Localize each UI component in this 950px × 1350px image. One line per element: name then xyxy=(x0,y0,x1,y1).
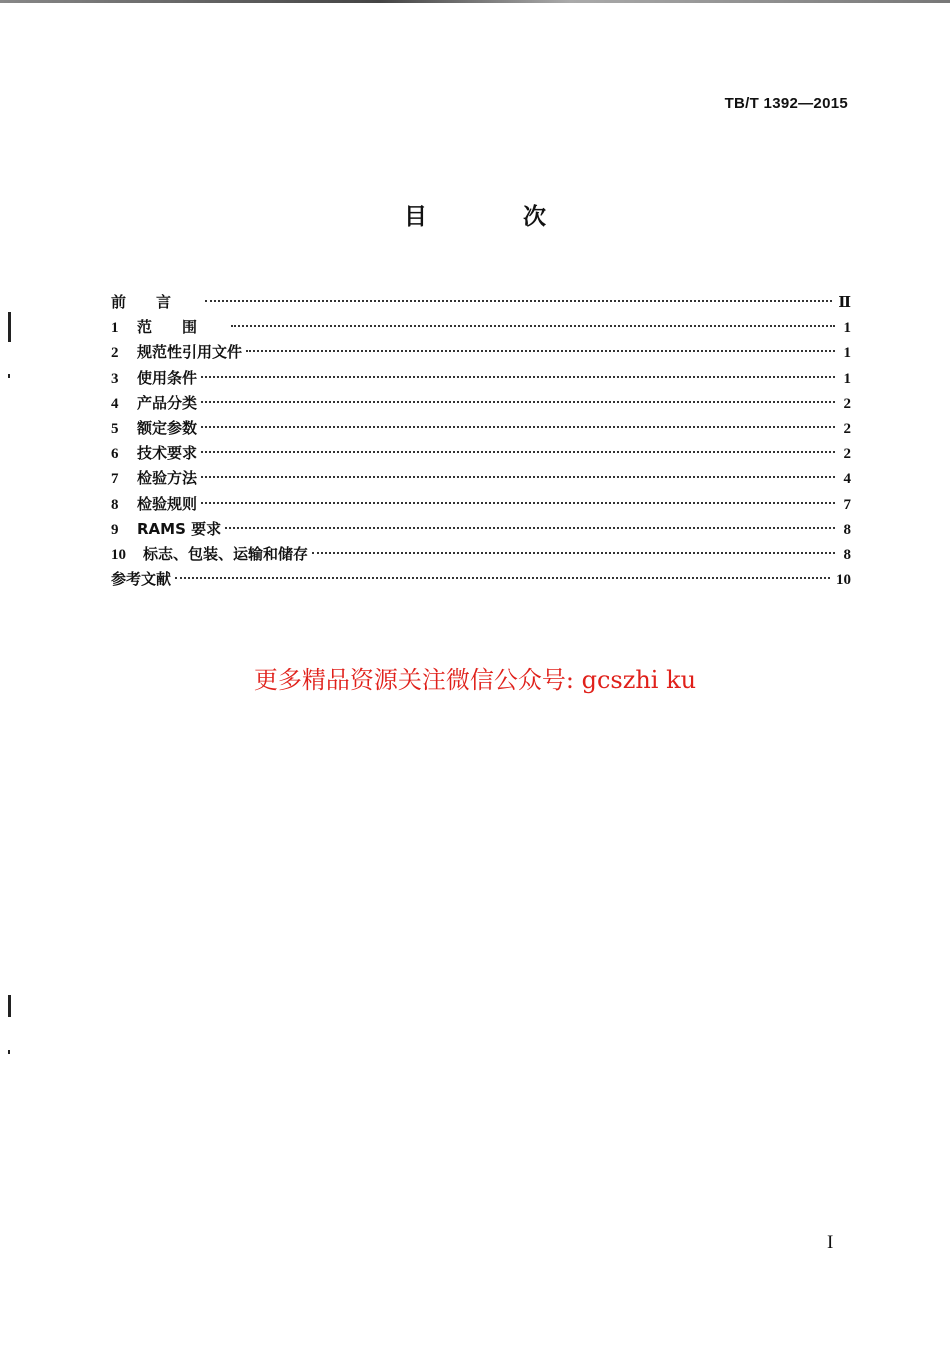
toc-entry-page: 2 xyxy=(843,395,851,412)
scan-artifact xyxy=(8,1050,10,1054)
toc-entry-number: 2 xyxy=(111,345,119,362)
toc-entry-text: 产品分类 xyxy=(137,393,198,412)
toc-leader-dots xyxy=(246,350,835,352)
toc-entry-7[interactable] xyxy=(111,467,851,492)
toc-entry-number: 4 xyxy=(111,395,119,412)
toc-entry-1[interactable] xyxy=(111,316,851,341)
toc-entry-page: 1 xyxy=(843,370,851,387)
scan-artifact xyxy=(8,312,11,342)
toc-leader-dots xyxy=(175,577,830,579)
toc-entry-text: 额定参数 xyxy=(137,418,198,437)
standard-number: TB/T 1392—2015 xyxy=(724,95,848,112)
toc-entry-page: 4 xyxy=(843,471,851,488)
toc-entry-number: 6 xyxy=(111,446,119,463)
toc-leader-dots xyxy=(201,476,835,478)
scan-artifact xyxy=(8,995,11,1017)
toc-leader-dots xyxy=(201,426,835,428)
toc-entry-number: 7 xyxy=(111,471,119,488)
toc-entry-text: RAMS 要求 xyxy=(137,519,222,538)
toc-entry-5[interactable] xyxy=(111,417,851,442)
toc-leader-dots xyxy=(201,401,835,403)
toc-title: 目 次 xyxy=(403,204,590,230)
toc-entry-text: 检验规则 xyxy=(137,494,198,513)
scan-artifact xyxy=(8,374,10,378)
toc-leader-dots xyxy=(225,527,835,529)
toc-entry-number: 9 xyxy=(111,521,119,538)
toc-entry-10[interactable] xyxy=(111,543,851,568)
toc-entry-number: 5 xyxy=(111,420,119,437)
toc-entry-6[interactable] xyxy=(111,442,851,467)
toc-entry-number: 10 xyxy=(111,546,126,563)
toc-entry-8[interactable] xyxy=(111,493,851,518)
toc-entry-page: 8 xyxy=(843,546,851,563)
toc-entry-page: 1 xyxy=(843,345,851,362)
toc-entry-2[interactable] xyxy=(111,341,851,366)
scan-edge xyxy=(0,0,950,3)
toc-entry-number: 8 xyxy=(111,496,119,513)
toc-entry-text: 标志、包装、运输和储存 xyxy=(143,544,309,563)
toc-leader-dots xyxy=(201,451,835,453)
toc-leader-dots xyxy=(231,325,835,327)
toc-entry-text: 范围 xyxy=(137,318,228,337)
toc-entry-9[interactable] xyxy=(111,518,851,543)
toc-entry-foreword[interactable] xyxy=(111,291,851,316)
toc-leader-dots xyxy=(205,300,832,302)
toc-entry-page: Ⅱ xyxy=(838,295,851,311)
toc-entry-3[interactable] xyxy=(111,367,851,392)
promo-watermark-text: 更多精品资源关注微信公众号: gcszhi ku xyxy=(253,666,697,694)
toc-entry-page: 2 xyxy=(843,446,851,463)
toc-entry-text: 规范性引用文件 xyxy=(137,343,243,362)
toc-entry-number: 3 xyxy=(111,370,119,387)
table-of-contents xyxy=(111,291,851,593)
toc-entry-page: 10 xyxy=(836,572,851,589)
toc-entry-text: 技术要求 xyxy=(137,444,198,463)
toc-entry-page: 2 xyxy=(843,420,851,437)
toc-entry-page: 8 xyxy=(843,521,851,538)
toc-entry-text: 检验方法 xyxy=(137,469,198,488)
toc-entry-text: 前言 xyxy=(111,293,202,311)
toc-entry-page: 1 xyxy=(843,320,851,337)
toc-leader-dots xyxy=(201,502,835,504)
toc-entry-text: 使用条件 xyxy=(137,368,198,387)
toc-entry-4[interactable] xyxy=(111,392,851,417)
toc-entry-number: 1 xyxy=(111,320,119,337)
footer-page-number: I xyxy=(827,1232,834,1253)
toc-entry-page: 7 xyxy=(843,496,851,513)
toc-leader-dots xyxy=(201,376,835,378)
toc-entry-references[interactable] xyxy=(111,568,851,593)
toc-leader-dots xyxy=(312,552,835,554)
toc-entry-text: 参考文献 xyxy=(111,570,172,589)
